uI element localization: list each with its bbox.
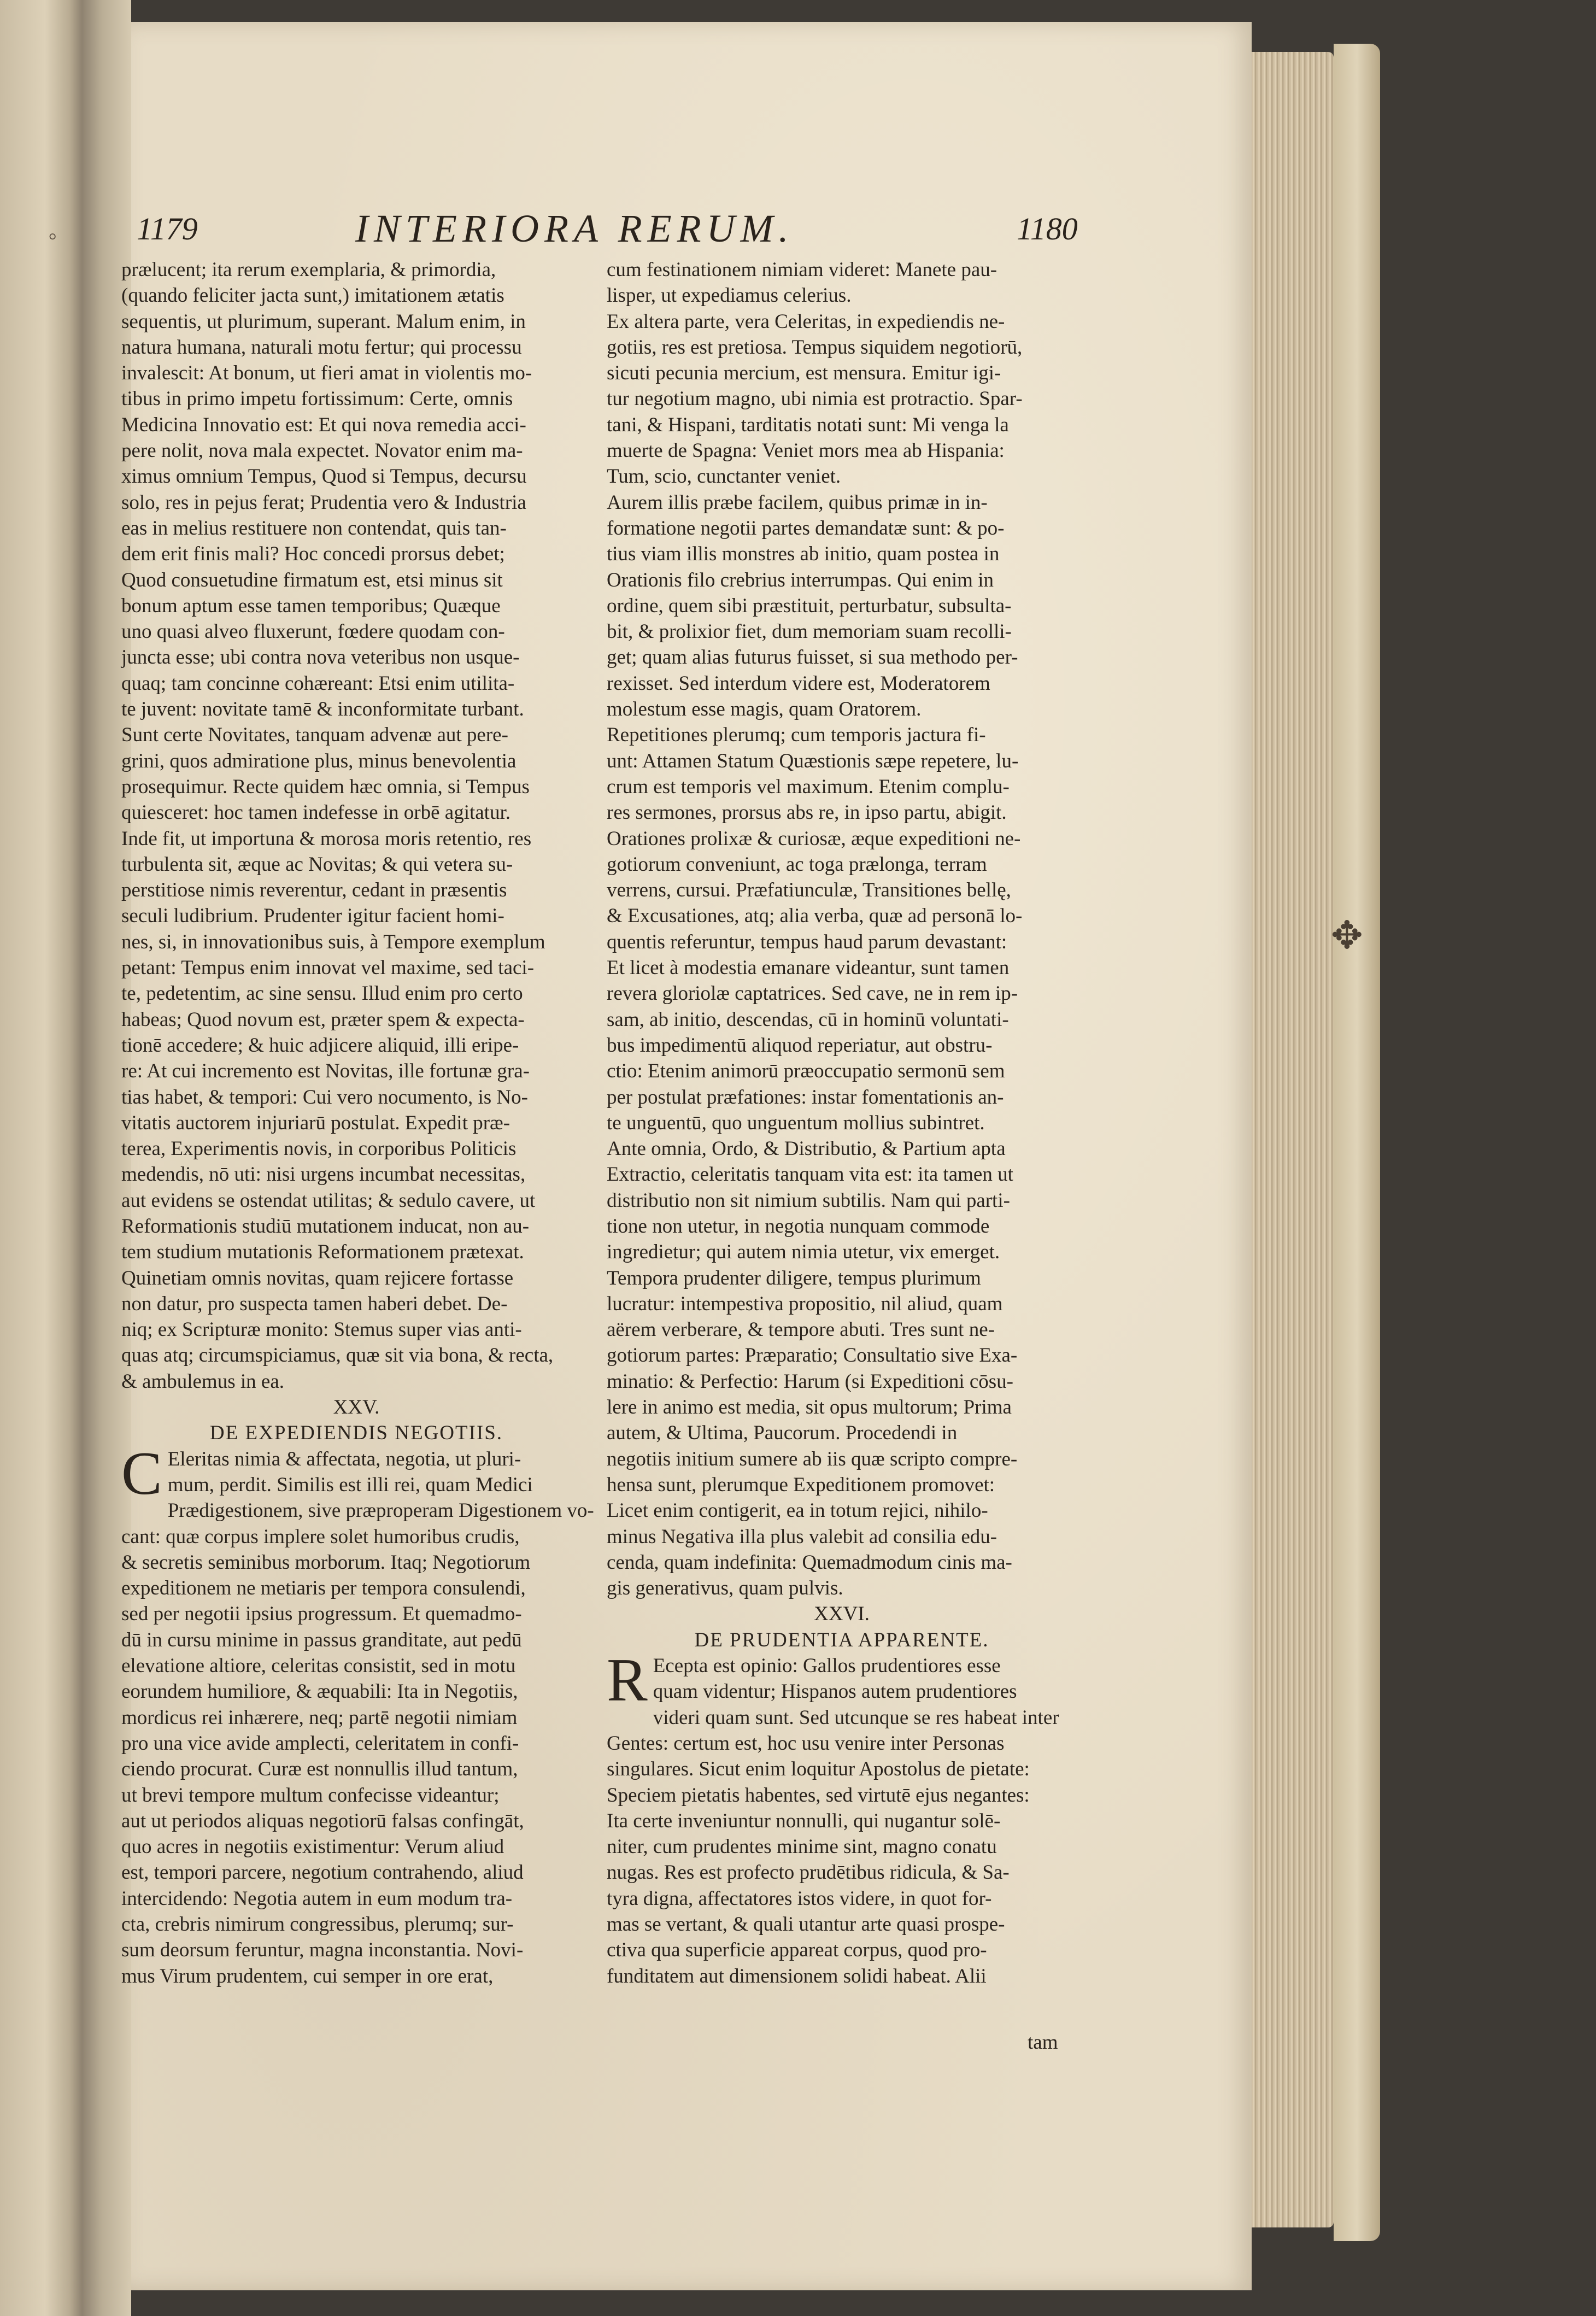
text-line: tani, & Hispani, tarditatis notati sunt: Mi venga la [607,413,1009,436]
text-line: Tempora prudenter diligere, tempus plurimum [607,1267,981,1289]
text-line: funditatem aut dimensionem solidi habeat. Alii [607,1965,987,1987]
text-line: sequentis, ut plurimum, superant. Malum enim, in [121,310,526,333]
text-line: ctio: Etenim animorū præoccupatio sermonū sem [607,1060,1005,1083]
text-line: & Excusationes, atq; alia verba, quæ ad personā lo- [607,905,1023,928]
text-line: est, tempori parcere, negotium contrahendo, aliud [121,1861,524,1884]
text-line: quiesceret: hoc tamen indefesse in orbē agitatur. [121,801,511,824]
text-line: prælucent; ita rerum exemplaria, & primordia, [121,259,496,281]
text-line: Aurem illis præbe facilem, quibus primæ in in- [607,491,988,514]
text-line: gotiorum partes: Præparatio; Consultatio sive Exa- [607,1344,1018,1367]
text-line: molestum esse magis, quam Oratorem. [607,698,922,721]
text-line: niq; ex Scripturæ monito: Stemus super vias anti- [121,1318,522,1341]
text-line: juncta esse; ubi contra nova veteribus non usque- [121,646,520,669]
text-line: ciendo procurat. Curæ est nonnullis illud tantum, [121,1758,518,1781]
text-line: revera gloriolæ captatrices. Sed cave, ne in rem ip- [607,982,1018,1005]
text-line: natura humana, naturali motu fertur; qui processu [121,336,522,359]
book-cover-edge [1334,44,1380,2241]
text-line: petant: Tempus enim innovat vel maxime, sed taci- [121,957,535,980]
text-line: seculi ludibrium. Prudenter igitur facient homi- [121,905,504,928]
text-line: (quando feliciter jacta sunt,) imitationem ætatis [121,284,504,307]
text-line: elevatione altiore, celeritas consistit, sed in motu [121,1655,516,1678]
text-line: Extractio, celeritatis tanquam vita est: ita tamen ut [607,1163,1013,1186]
text-line: verrens, cursui. Præfatiunculæ, Transitiones bellę, [607,879,1011,902]
text-line: intercidendo: Negotia autem in eum modum tra- [121,1887,513,1910]
text-line: distributio non sit nimium subtilis. Nam qui parti- [607,1189,1010,1212]
text-line: re: At cui incremento est Novitas, ille fortunæ gra- [121,1060,530,1083]
text-line: aërem verberare, & tempore abuti. Tres sunt ne- [607,1318,995,1341]
text-line: gis generativus, quam pulvis. [607,1577,843,1600]
text-line: formatione negotii partes demandatæ sunt: & po- [607,517,1005,540]
text-line: lucratur: intempestiva propositio, nil aliud, quam [607,1292,1003,1315]
text-line: lisper, ut expediamus celerius. [607,284,852,307]
text-line: cenda, quam indefinita: Quemadmodum cinis ma- [607,1551,1012,1574]
text-line: sam, ab initio, descendas, cū in hominū voluntati- [607,1008,1009,1031]
text-line: ingredietur; qui autem nimia utetur, vix emerget. [607,1241,1000,1264]
text-line: Quod consuetudine firmatum est, etsi minus sit [121,568,503,591]
drop-cap: R [607,1646,648,1715]
text-line: te juvent: novitate tamē & inconformitate turbant. [121,698,524,721]
text-line: prosequimur. Recte quidem hæc omnia, si Tempus [121,775,530,798]
text-line: Orationes prolixæ & curiosæ, æque expeditioni ne- [607,827,1021,850]
text-line: tyra digna, affectatores istos videre, in quot for- [607,1887,992,1910]
catchword: tam [1028,2031,1058,2054]
text-line: autem, & Ultima, Paucorum. Procedendi in [607,1422,958,1445]
section-title: DE PRUDENTIA APPARENTE. [694,1628,989,1651]
text-line: invalescit: At bonum, ut fieri amat in violentis mo- [121,362,532,385]
text-line: hensa sunt, plerumque Expeditionem promovet: [607,1473,995,1496]
running-head: INTERIORA RERUM. [355,207,794,250]
left-page-number: 1179 [137,211,198,247]
text-line: grini, quos admiratione plus, minus benevolentia [121,749,517,772]
text-line: tias habet, & tempori: Cui vero nocumento, is No- [121,1086,528,1109]
text-line: sed per negotii ipsius progressum. Et quemadmo- [121,1603,522,1626]
text-line: Eleritas nimia & affectata, negotia, ut pluri- [167,1447,521,1470]
text-line: quas atq; circumspiciamus, quæ sit via bona, & recta, [121,1344,554,1367]
text-line: aut ut periodos aliquas negotiorū falsas confingāt, [121,1809,524,1832]
text-line: Tum, scio, cunctanter veniet. [607,465,841,488]
text-line: mus Virum prudentem, cui semper in ore erat, [121,1965,494,1987]
text-line: ximus omnium Tempus, Quod si Tempus, decursu [121,465,527,488]
text-line: uno quasi alveo fluxerunt, fœdere quodam con- [121,620,505,643]
text-line: res sermones, prorsus abs re, in ipso partu, abigit. [607,801,1007,824]
section-text [607,1646,1077,1989]
text-line: Orationis filo crebrius interrumpas. Qui enim in [607,568,994,591]
text-line: singulares. Sicut enim loquitur Apostolus de pietate: [607,1758,1030,1781]
right-column-text [607,257,1077,1601]
text-line: dū in cursu minime in passus granditate, aut pedū [121,1628,522,1651]
text-line: ut brevi tempore multum confecisse videantur; [121,1784,500,1807]
text-line: eas in melius restituere non contendat, quis tan- [121,517,507,540]
text-line: turbulenta sit, æque ac Novitas; & qui vetera su- [121,853,513,876]
text-line: bonum aptum esse tamen temporibus; Quæque [121,594,501,617]
text-line: quentis referuntur, tempus haud parum devastant: [607,930,1007,953]
page-edges [1252,52,1334,2227]
text-line: tem studium mutationis Reformationem prætexat. [121,1241,524,1264]
text-line: vitatis auctorem injuriarū postulat. Expedit præ- [121,1111,511,1134]
text-line: & ambulemus in ea. [121,1370,284,1393]
section-number: XXVI. [814,1603,870,1626]
text-line: Reformationis studiū mutationem inducat, non au- [121,1215,530,1238]
text-line: Repetitiones plerumq; cum temporis jactura fi- [607,724,986,747]
text-line: videri quam sunt. Sed utcunque se res habeat inter [653,1706,1059,1729]
facing-page-edge [0,0,82,2316]
text-line: ctiva qua superficie appareat corpus, quod pro- [607,1939,987,1962]
text-line: & secretis seminibus morborum. Itaq; Negotiorum [121,1551,531,1574]
text-line: nugas. Res est profecto prudētibus ridicula, & Sa- [607,1861,1010,1884]
text-line: Licet enim contigerit, ea in totum rejici, nihilo- [607,1499,988,1522]
right-column [607,257,1077,1989]
text-line: pere nolit, nova mala expectet. Novator enim ma- [121,439,523,462]
text-line: cum festinationem nimiam videret: Manete pau- [607,259,998,281]
text-line: Quinetiam omnis novitas, quam rejicere fortasse [121,1267,514,1289]
text-line: Sunt certe Novitates, tanquam advenæ aut pere- [121,724,508,747]
text-line: Ecepta est opinio: Gallos prudentiores esse [653,1655,1001,1678]
section-number: XXV. [333,1396,380,1419]
text-line: minus Negativa illa plus valebit ad consilia edu- [607,1525,998,1548]
text-line: tibus in primo impetu fortissimum: Certe, omnis [121,388,513,411]
text-line: mum, perdit. Similis est illi rei, quam Medici [167,1473,533,1496]
text-line: niter, cum prudentes minime sint, magno conatu [607,1836,997,1858]
left-column-text [121,257,591,1394]
text-line: te unguentū, quo unguentum mollius subintret. [607,1111,985,1134]
right-page-number: 1180 [1017,211,1078,247]
text-line: aut evidens se ostendat utilitas; & sedulo cavere, ut [121,1189,536,1212]
text-line: mas se vertant, & quali utantur arte quasi prospe- [607,1913,1005,1936]
text-line: Et licet à modestia emanare videantur, sunt tamen [607,957,1010,980]
text-line: gotiorum conveniunt, ac toga prælonga, terram [607,853,987,876]
text-line: muerte de Spagna: Veniet mors mea ab Hispania: [607,439,1005,462]
text-line: ordine, quem sibi præstituit, perturbatur, subsulta- [607,594,1012,617]
left-column [121,257,594,1989]
text-line: crum est temporis vel maximum. Etenim complu- [607,775,1010,798]
text-line: per postulat præfationes: instar fomentationis an- [607,1086,1004,1109]
text-line: minatio: & Perfectio: Harum (si Expeditioni cōsu- [607,1370,1013,1393]
text-line: tionē accedere; & huic adjicere aliquid, illi eripe- [121,1034,519,1057]
text-line: nes, si, in innovationibus suis, à Tempore exemplum [121,930,545,953]
section-text [121,1439,594,1989]
text-line: unt: Attamen Statum Quæstionis sæpe repetere, lu- [607,749,1019,772]
text-line: perstitiose nimis reverentur, cedant in præsentis [121,879,507,902]
section-title: DE EXPEDIENDIS NEGOTIIS. [209,1422,503,1445]
text-line: bus impedimentū aliquod reperiatur, aut obstru- [607,1034,993,1057]
text-line: Prædigestionem, sive præproperam Digestionem vo- [167,1499,594,1522]
text-line: lere in animo est media, sit opus multorum; Prima [607,1396,1012,1419]
text-line: sum deorsum feruntur, magna inconstantia. Novi- [121,1939,524,1962]
text-line: habeas; Quod novum est, præter spem & expecta- [121,1008,525,1031]
text-line: quaq; tam concinne cohæreant: Etsi enim utilita- [121,672,515,695]
text-line: quam videntur; Hispanos autem prudentiores [653,1680,1017,1703]
text-line: expeditionem ne metiaris per tempora consulendi, [121,1577,526,1600]
text-line: eorundem humiliore, & æquabili: Ita in Negotiis, [121,1680,518,1703]
text-line: Ante omnia, Ordo, & Distributio, & Partium apta [607,1138,1006,1160]
text-line: pro una vice avide amplecti, celeritatem in confi- [121,1732,519,1755]
section-body [607,1646,1077,1989]
text-line: tione non utetur, in negotia nunquam commode [607,1215,990,1238]
text-line: dem erit finis mali? Hoc concedi prorsus debet; [121,543,505,566]
rosette-ornament-icon: ✥ [1331,915,1363,957]
text-line: Ita certe inveniuntur nonnulli, qui nugantur solē- [607,1809,1001,1832]
text-line: quo acres in negotiis existimentur: Verum aliud [121,1836,504,1858]
margin-mark-icon: ◦ [48,222,57,250]
text-line: Gentes: certum est, hoc usu venire inter Personas [607,1732,1005,1755]
text-line: te, pedetentim, ac sine sensu. Illud enim pro certo [121,982,523,1005]
text-line: get; quam alias futurus fuisset, si sua methodo per- [607,646,1018,669]
text-line: gotiis, res est pretiosa. Tempus siquidem negotiorū, [607,336,1023,359]
text-line: rexisset. Sed interdum videre est, Moderatorem [607,672,990,695]
drop-cap: C [121,1439,162,1508]
text-line: mordicus rei inhærere, neq; partē negotii nimiam [121,1706,518,1729]
text-line: sicuti pecunia mercium, est mensura. Emitur igi- [607,362,1001,385]
text-line: cta, crebris nimirum congressibus, plerumq; sur- [121,1913,514,1936]
text-line: Inde fit, ut importuna & morosa moris retentio, res [121,827,532,850]
text-line: tius viam illis monstres ab initio, quam postea in [607,543,1000,566]
section-body [121,1439,594,1989]
text-line: Medicina Innovatio est: Et qui nova remedia acci- [121,413,526,436]
text-line: Ex altera parte, vera Celeritas, in expediendis ne- [607,310,1005,333]
text-line: medendis, nō uti: nisi urgens incumbat necessitas, [121,1163,526,1186]
text-line: bit, & prolixior fiet, dum memoriam suam recolli- [607,620,1012,643]
text-line: non datur, pro suspecta tamen haberi debet. De- [121,1292,508,1315]
text-line: solo, res in pejus ferat; Prudentia vero & Industria [121,491,526,514]
text-line: terea, Experimentis novis, in corporibus Politicis [121,1138,517,1160]
text-line: Speciem pietatis habentes, sed virtutē ejus negantes: [607,1784,1030,1807]
text-line: negotiis initium sumere ab iis quæ scripto compre- [607,1447,1018,1470]
text-line: tur negotium magno, ubi nimia est protractio. Spar- [607,388,1023,411]
text-line: cant: quæ corpus implere solet humoribus crudis, [121,1525,520,1548]
